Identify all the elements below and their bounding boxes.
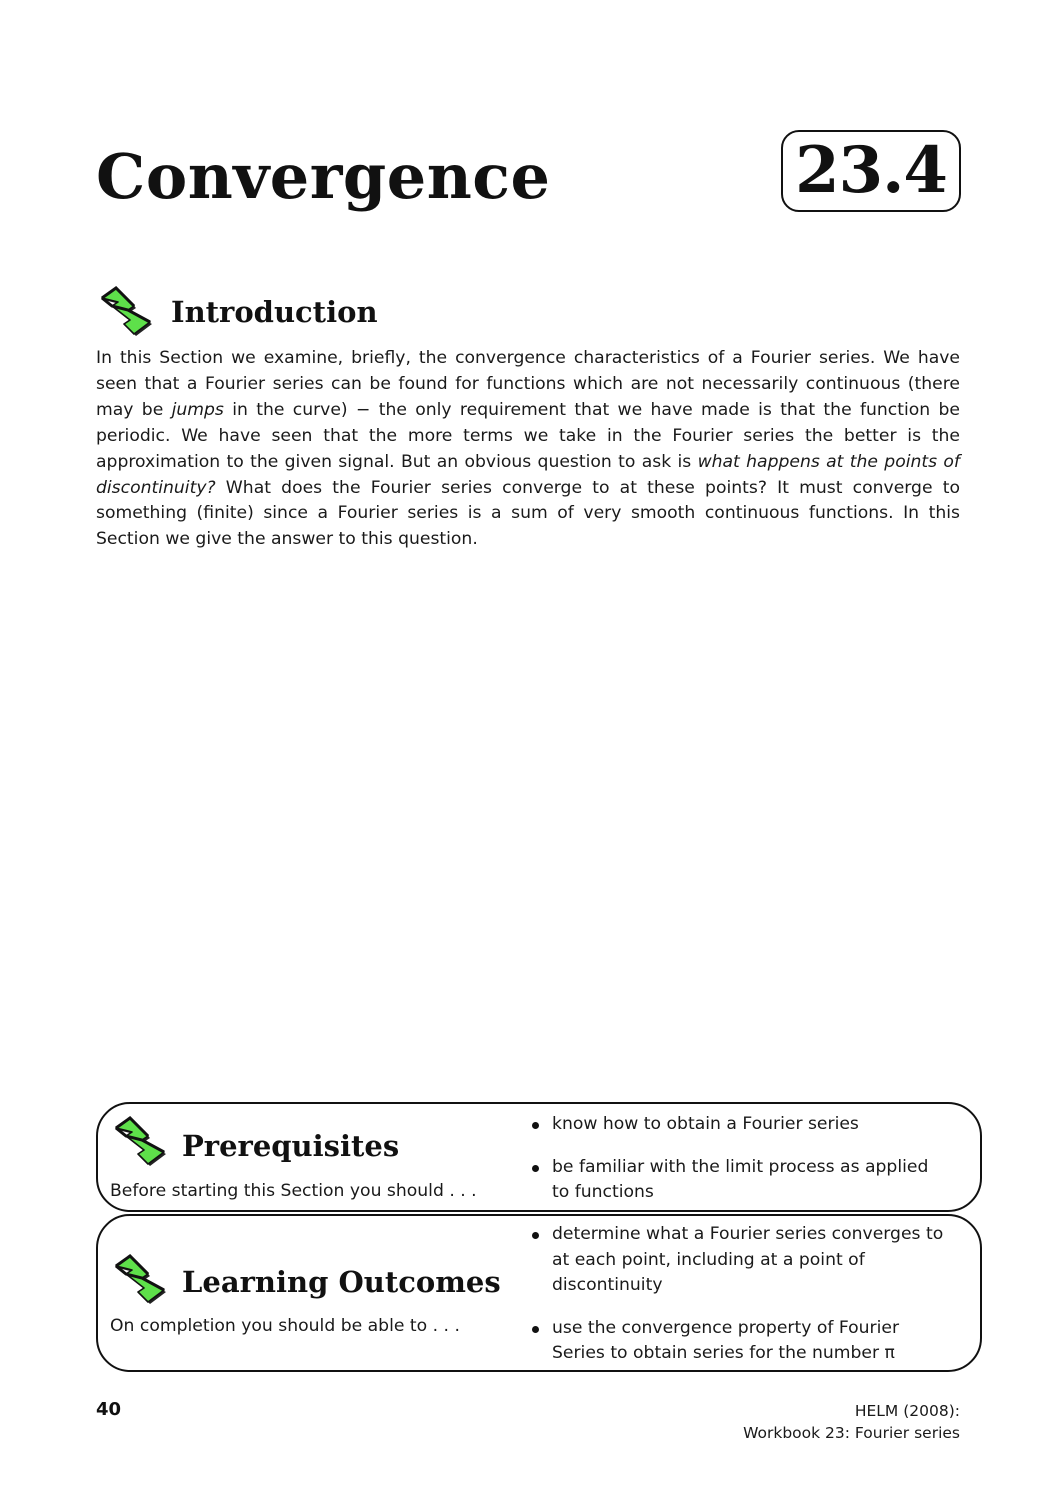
learning-outcomes-subtitle: On completion you should be able to . . . <box>110 1316 460 1336</box>
bullet-icon <box>532 1122 539 1129</box>
section-number-badge: 23.4 <box>781 130 961 212</box>
bullet-icon <box>532 1165 539 1172</box>
learning-outcomes-panel <box>96 1214 982 1372</box>
prerequisites-heading: Prerequisites <box>182 1129 400 1163</box>
footer-line: Workbook 23: Fourier series <box>743 1424 960 1442</box>
prerequisites-panel <box>96 1102 982 1212</box>
green-lightning-arrow-icon <box>108 1252 166 1304</box>
prerequisites-subtitle: Before starting this Section you should . . . <box>110 1181 477 1201</box>
learning-outcomes-list <box>530 1222 950 1367</box>
intro-emphasis: what happens at the points of discontinuity? <box>96 451 960 498</box>
introduction-paragraph <box>96 346 960 553</box>
learning-outcomes-heading: Learning Outcomes <box>182 1265 501 1299</box>
page-title: Convergence <box>96 140 551 213</box>
green-lightning-arrow-icon <box>94 284 152 336</box>
footer-source <box>743 1400 960 1444</box>
green-lightning-arrow-icon <box>108 1114 166 1166</box>
introduction-heading: Introduction <box>171 295 378 329</box>
intro-emphasis: jumps <box>171 399 224 420</box>
intro-text-part: What does the Fourier series converge to at these points? It must converge to something (finite) since a Fourier series is a sum of very smooth continuous functions. In this Section we give the answer to this question. <box>96 477 960 550</box>
list-item: determine what a Fourier series converges to at each point, including at a point of discontinuity <box>530 1222 950 1299</box>
intro-text-part: in the curve) − the only requirement that we have made is that the function be periodic. We have seen that the more terms we take in the Fourier series the better is the approximation to the given signal. But an obvious question to ask is <box>96 399 961 472</box>
bullet-icon <box>532 1232 539 1239</box>
bullet-icon <box>532 1326 539 1333</box>
list-item: be familiar with the limit process as applied to functions <box>530 1155 950 1206</box>
list-item: know how to obtain a Fourier series <box>530 1112 950 1138</box>
list-item: use the convergence property of Fourier Series to obtain series for the number π <box>530 1316 950 1367</box>
footer-line: HELM (2008): <box>854 1402 960 1420</box>
page-number: 40 <box>96 1399 122 1420</box>
prerequisites-list <box>530 1112 950 1206</box>
intro-text-part: In this Section we examine, briefly, the convergence characteristics of a Fourier series. We have seen that a Fourier series can be found for functions which are not necessarily continuous (there may be <box>96 348 960 420</box>
